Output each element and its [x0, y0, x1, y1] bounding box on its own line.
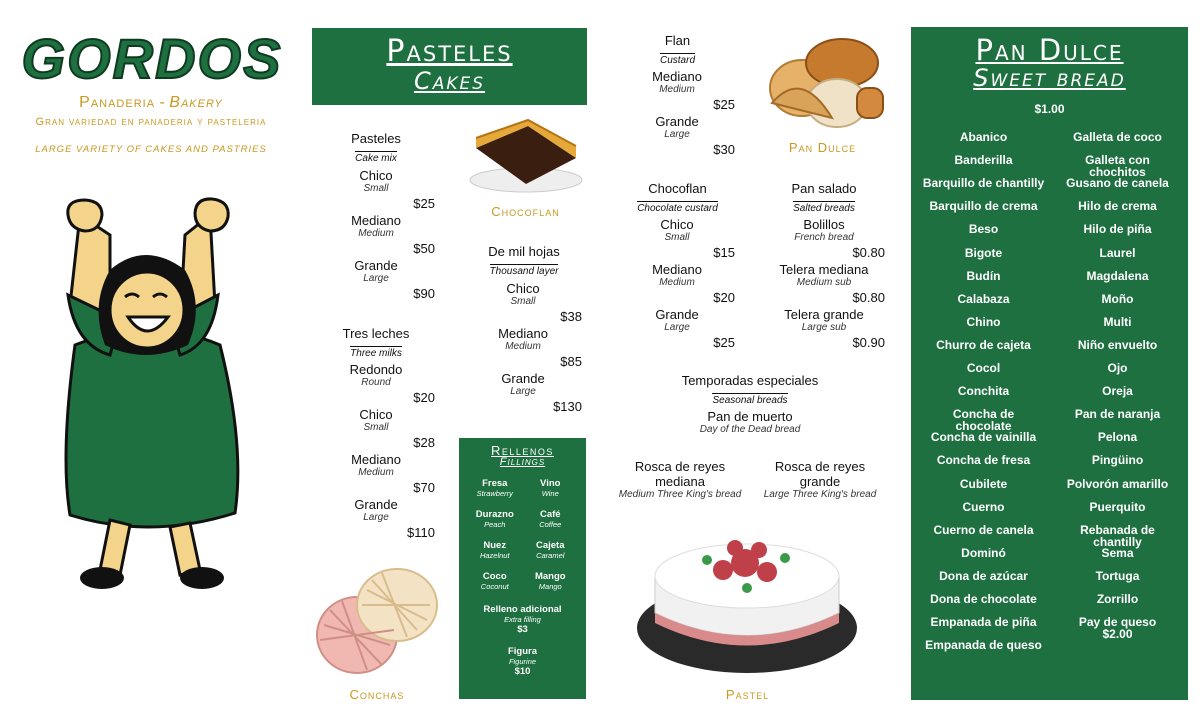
seasonal-item: Pan de muerto Day of the Dead bread: [699, 409, 801, 435]
price: $70: [413, 480, 435, 495]
pan-dulce-item: Concha de vainilla: [930, 430, 1037, 445]
pan-dulce-item: Gusano de canela: [1066, 176, 1169, 191]
price: $0.80: [852, 290, 885, 305]
price: $0.80: [852, 245, 885, 260]
pan-dulce-item: Hilo de crema: [1078, 199, 1157, 214]
pan-dulce-item: Pay de queso $2.00: [1051, 616, 1184, 640]
subtitle-es: Panaderia: [79, 94, 156, 111]
size-item: Grande Large: [354, 258, 398, 284]
size-item: Grande Large: [655, 114, 699, 140]
tres-leches-title: Tres leches: [342, 326, 410, 341]
logo: [18, 22, 286, 92]
pan-dulce-item: Rebanada de chantilly: [1080, 522, 1155, 549]
price: $25: [713, 335, 735, 350]
salty-item: Telera mediana Medium sub: [779, 262, 869, 288]
figurine: Figura Figurine $10: [507, 646, 538, 677]
flan-subtitle: Custard: [659, 55, 695, 66]
price: $85: [560, 354, 582, 369]
pasteles-header-title: Pasteles: [386, 34, 513, 69]
gordos-logo-art: [18, 22, 286, 92]
mil-hojas-title: De mil hojas: [488, 244, 560, 259]
pastel-photo: [635, 518, 860, 683]
size-item: Mediano Medium: [351, 213, 401, 239]
rellenos-subtitle: Fillings: [499, 456, 546, 468]
size-item: Chico Small: [660, 217, 694, 243]
pan-dulce-panel: [911, 27, 1188, 700]
pan-dulce-item: Conchita: [957, 384, 1010, 399]
pan-dulce-item: Tortuga: [1095, 568, 1140, 583]
mascot-illustration: [40, 195, 265, 595]
size-item: Grande Large: [655, 307, 699, 333]
filling-item: Cajeta Caramel: [535, 540, 565, 560]
pan-dulce-title: Pan Dulce: [975, 33, 1124, 67]
logo-tagline-es: Gran variedad en panaderia y pasteleria: [35, 116, 267, 128]
pan-dulce-item: Laurel: [1099, 245, 1136, 260]
tres-leches-title-block: [330, 325, 422, 361]
pan-dulce-caption: Pan Dulce: [788, 140, 857, 155]
price: $110: [407, 525, 435, 540]
pan-dulce-item: Bigote: [964, 245, 1003, 260]
chocoflan-title: Chocoflan: [648, 181, 707, 196]
pasteles-title-block: [335, 130, 417, 166]
conchas-caption: Conchas: [349, 687, 405, 702]
pan-dulce-item: Budín: [966, 268, 1001, 283]
subtitle-dash: -: [159, 94, 165, 111]
price: $30: [713, 142, 735, 157]
size-item: Chico Small: [506, 281, 540, 307]
price: $20: [413, 390, 435, 405]
price: $20: [713, 290, 735, 305]
temporadas-subtitle: Seasonal breads: [712, 395, 788, 406]
filling-item: Café Coffee: [539, 509, 562, 529]
pan-dulce-item: Concha de chocolate: [952, 407, 1015, 434]
price: $130: [553, 399, 582, 414]
price: $50: [413, 241, 435, 256]
price: $25: [413, 196, 435, 211]
pan-dulce-item: Beso: [968, 222, 999, 237]
pastel-caption: Pastel: [725, 687, 770, 702]
temporadas-title-block: [660, 372, 840, 408]
pan-dulce-item: Abanico: [959, 130, 1008, 144]
pan-dulce-item: Dona de chocolate: [930, 592, 1037, 606]
pan-dulce-item: Dominó: [961, 545, 1006, 560]
filling-item: Nuez Hazelnut: [479, 540, 510, 560]
chocoflan-photo: [468, 118, 583, 193]
pan-dulce-item: Pan de naranja: [1074, 407, 1161, 422]
price: $0.90: [852, 335, 885, 350]
rellenos-title: Rellenos: [491, 443, 554, 458]
pan-dulce-subtitle: Sweet bread: [973, 64, 1126, 92]
price: $15: [713, 245, 735, 260]
pasteles-header-subtitle: Cakes: [413, 67, 486, 95]
rellenos-panel: [459, 438, 586, 699]
pan-dulce-item: Churro de cajeta: [936, 337, 1031, 352]
mil-hojas-subtitle: Thousand layer: [489, 266, 559, 277]
pasteles-subtitle: Cake mix: [355, 153, 397, 164]
pan-dulce-item: Galleta con chochitos: [1085, 153, 1150, 180]
pan-dulce-item: Ojo: [1107, 361, 1128, 375]
flan-title: Flan: [664, 33, 691, 48]
size-item: Grande Large: [354, 497, 398, 523]
conchas-photo: [312, 565, 442, 680]
pan-dulce-item: Pelona: [1097, 430, 1138, 445]
pan-dulce-item: Barquillo de chantilly: [922, 176, 1045, 191]
pan-dulce-item: Dona de azúcar: [939, 568, 1028, 583]
pan-dulce-item: Chino: [966, 314, 1001, 329]
logo-tagline-en: LARGE VARIETY OF CAKES AND PASTRIES: [35, 144, 267, 155]
filling-item: Fresa Strawberry: [476, 478, 513, 498]
logo-subtitle: [20, 94, 282, 112]
pan-dulce-item: Empanada de piña: [930, 615, 1037, 630]
pasteles-title: Pasteles: [351, 131, 401, 146]
seasonal-item: Rosca de reyes mediana Medium Three King's bread: [618, 459, 742, 500]
temporadas-title: Temporadas especiales: [681, 373, 819, 388]
pan-salado-title: Pan salado: [791, 181, 857, 196]
pan-dulce-item: Cocol: [966, 361, 1001, 375]
subtitle-en: Bakery: [169, 94, 223, 111]
pan-dulce-item: Moño: [1101, 291, 1134, 306]
price: $25: [713, 97, 735, 112]
price: $38: [560, 309, 582, 324]
pan-dulce-photo: [762, 28, 887, 133]
pan-dulce-item: Banderilla: [954, 153, 1013, 168]
seasonal-item: Rosca de reyes grande Large Three King's bread: [763, 459, 877, 500]
price: $28: [413, 435, 435, 450]
pan-dulce-item: Multi: [1103, 314, 1132, 329]
filling-item: Coco Coconut: [480, 571, 509, 591]
size-item: Grande Large: [501, 371, 545, 397]
fillings-grid: [459, 478, 586, 591]
tres-leches-subtitle: Three milks: [350, 348, 402, 359]
flan-title-block: [640, 32, 715, 68]
size-item: Mediano Medium: [652, 69, 702, 95]
size-item: Mediano Medium: [351, 452, 401, 478]
pan-dulce-item: Oreja: [1102, 384, 1133, 399]
pan-dulce-item: Empanada de queso: [925, 638, 1042, 653]
pan-dulce-item: Puerquito: [1089, 499, 1146, 514]
filling-item: Mango Mango: [534, 571, 566, 591]
pan-dulce-item: Magdalena: [1086, 268, 1149, 283]
salty-item: Bolillos French bread: [794, 217, 854, 243]
pan-dulce-item: Galleta de coco: [1073, 130, 1162, 144]
pan-salado-subtitle: Salted breads: [793, 203, 855, 214]
pay-de-queso-price: $2.00: [1102, 627, 1133, 642]
pan-dulce-item: Cuerno de canela: [933, 522, 1034, 537]
pan-dulce-item: Cubilete: [959, 476, 1008, 491]
price: $90: [413, 286, 435, 301]
mil-hojas-title-block: [475, 243, 573, 279]
pan-salado-title-block: [775, 180, 873, 216]
filling-item: Vino Wine: [540, 478, 561, 498]
pan-dulce-item: Polvorón amarillo: [1066, 476, 1169, 491]
pan-dulce-price: $1.00: [1034, 102, 1065, 116]
size-item: Mediano Medium: [498, 326, 548, 352]
salty-item: Telera grande Large sub: [784, 307, 864, 333]
size-item: Chico Small: [359, 168, 393, 194]
chocoflan-caption: Chocoflan: [491, 204, 560, 219]
extra-filling: Relleno adicional Extra filling $3: [483, 604, 562, 635]
pan-dulce-item: Sema: [1101, 545, 1134, 560]
filling-item: Durazno Peach: [475, 509, 514, 529]
size-item: Redondo Round: [349, 362, 403, 388]
logo-name: GORDOS: [21, 27, 283, 90]
size-item: Chico Small: [359, 407, 393, 433]
pan-dulce-item: Hilo de piña: [1083, 222, 1152, 237]
pan-dulce-item: Calabaza: [957, 291, 1010, 306]
pan-dulce-item: Barquillo de crema: [929, 199, 1038, 214]
pan-dulce-item: Pingüino: [1091, 453, 1144, 468]
pan-dulce-item: Concha de fresa: [936, 453, 1031, 468]
size-item: Mediano Medium: [652, 262, 702, 288]
chocoflan-title-block: [625, 180, 730, 216]
pan-dulce-item: Niño envuelto: [1077, 337, 1158, 352]
pan-dulce-item: Cuerno: [962, 499, 1005, 514]
chocoflan-subtitle: Chocolate custard: [637, 203, 718, 214]
pan-dulce-item: Zorrillo: [1096, 592, 1139, 606]
pasteles-header: [312, 28, 587, 105]
